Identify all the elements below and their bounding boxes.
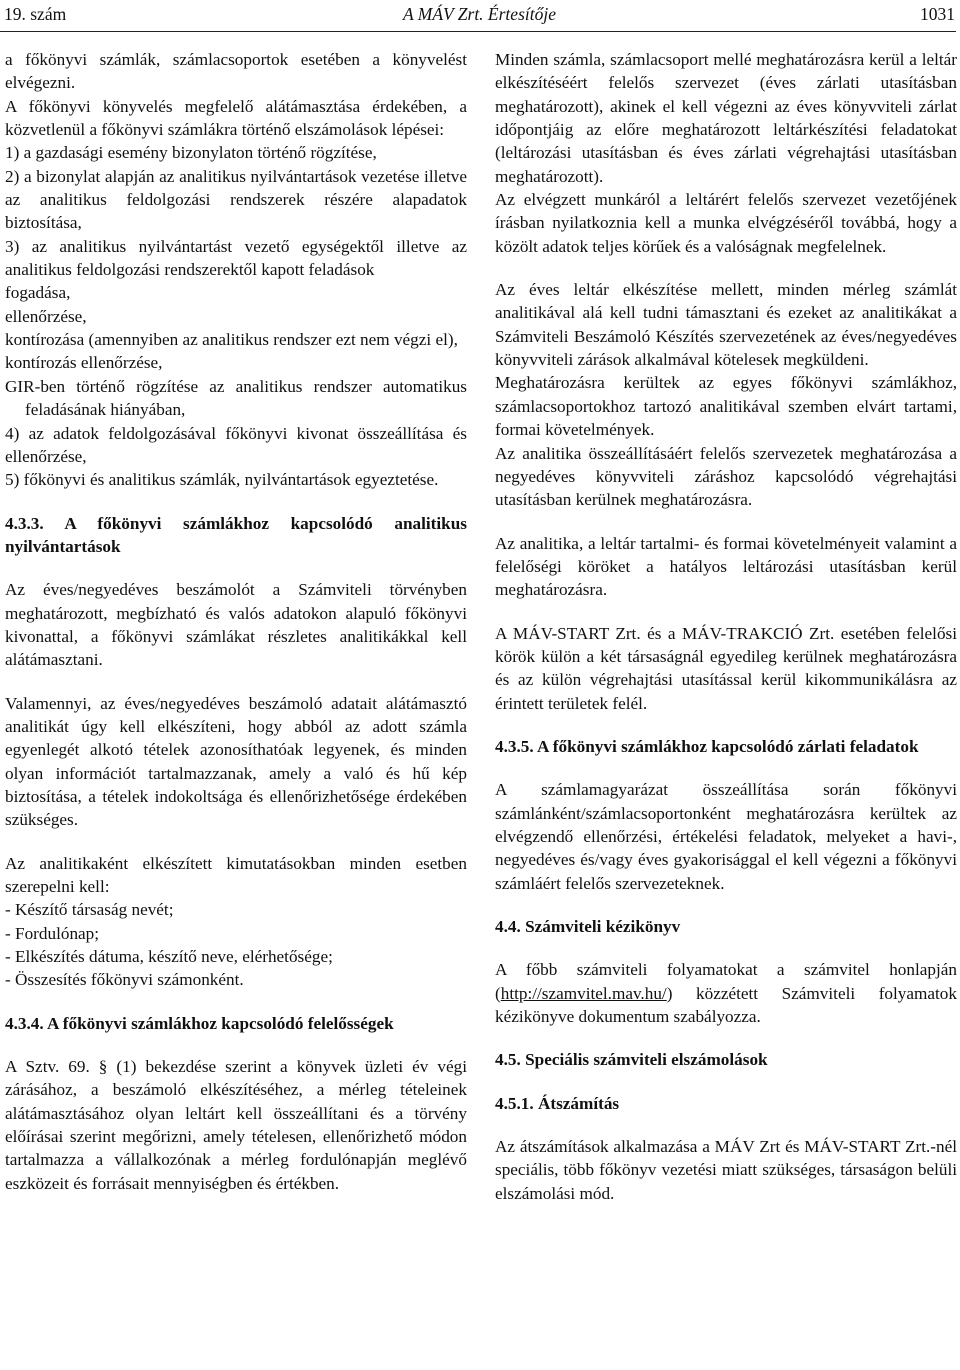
list-subitem: kontírozása (amennyiben az analitikus rendszer ezt nem végzi el), (5, 330, 458, 350)
paragraph: Valamennyi, az éves/negyedéves beszámoló adatait alátámasztó analitikát úgy kell elkészíteni, hogy abból az adott számla egyenlegét alkotó tételek azonosíthatóak legyenek, és minden olyan információt tartalmazzanak, amely a való és hű kép biztosítása, a tételek indokoltsága és ellenőrizhetősége érdekében szükséges. (5, 693, 467, 830)
list-item: - Fordulónap; (5, 923, 100, 943)
paragraph-text: A főbb számviteli folyamatokat a számvitel honlapján ( (495, 960, 957, 1003)
list-item: 2) a bizonylat alapján az analitikus nyilvántartások vezetése illetve az analitikus feldolgozási rendszerek részére alapadatok biztosítása, (5, 166, 467, 233)
list-item: 5) főkönyvi és analitikus számlák, nyilvántartások egyeztetése. (5, 470, 439, 490)
section-heading: 4.5. Speciális számviteli elszámolások (495, 1050, 768, 1070)
paragraph: a főkönyvi számlák, számlacsoportok esetében a könyvelést elvégezni. (5, 50, 467, 93)
right-column (495, 48, 957, 1205)
list-subitem: ellenőrzése, (5, 306, 87, 326)
handbook-link[interactable]: http://szamvitel.mav.hu/ (500, 983, 667, 1003)
list-item: 3) az analitikus nyilvántartást vezető egységektől illetve az analitikus feldolgozási rendszerektől kapott feladások (5, 236, 467, 280)
list-subitem: kontírozás ellenőrzése, (5, 353, 163, 373)
list-item: - Készítő társaság nevét; (5, 900, 174, 920)
issue-number: 19. szám (4, 4, 67, 24)
list-subitem: GIR-ben történő rögzítése az analitikus rendszer automatikus feladásának hiányában, (5, 376, 467, 420)
paragraph: A számlamagyarázat összeállítása során főkönyvi számlánként/számlacsoportonként meghatározásra kerültek az elvégzendő ellenőrzési, értékelési feladatok, melyeket a havi-, negyedéves és/vagy éves gyakorisággal el kell végezni a főkönyvi számláért felelős szervezeteknek. (495, 780, 957, 893)
paragraph: Minden számla, számlacsoport mellé meghatározásra kerül a leltár elkészítéséért felelős szervezet (éves zárlati utasításban meghatározott), akinek el kell végezni az éves könyvviteli zárlat időpontjáig az előre meghatározott leltárkészítési feladatokat (leltározási utasításban és éves zárlati végrehajtási utasításban meghatározott). (495, 50, 957, 186)
paragraph: Meghatározásra kerültek az egyes főkönyvi számlákhoz, számlacsoportokhoz tartozó analitikával szemben elvárt tartami, formai követelmények. (495, 373, 957, 440)
list-item: 4) az adatok feldolgozásával főkönyvi kivonat összeállítása és ellenőrzése, (5, 423, 467, 466)
paragraph (495, 958, 957, 1028)
section-heading: 4.5.1. Átszámítás (495, 1093, 620, 1113)
journal-title: A MÁV Zrt. Értesítője (403, 4, 556, 24)
list-item: - Elkészítés dátuma, készítő neve, elérhetősége; (5, 947, 333, 967)
paragraph-text: ) közzétett Számviteli folyamatok kézikönyve dokumentum szabályozza. (495, 983, 957, 1027)
paragraph: Az éves leltár elkészítése mellett, minden mérleg számlát analitikával alá kell tudni támasztani és ezeket az analitikákat a Számviteli Beszámoló Készítés szervezetének az éves/negyedéves könyvviteli zárások alkalmával kötelesek megküldeni. (495, 280, 957, 370)
section-heading: 4.4. Számviteli kézikönyv (495, 917, 681, 936)
paragraph: Az elvégzett munkáról a leltárért felelős szervezet vezetőjének írásban nyilatkoznia kell a munka elvégzéséről továbbá, hogy a közölt adatok teljes körűek és a valóságnak megfelelnek. (495, 190, 957, 256)
paragraph: Az éves/negyedéves beszámolót a Számviteli törvényben meghatározott, megbízható és valós adatokon alapuló főkönyvi kivonattal, a főkönyvi számlákat részletes analitikákkal kell alátámasztani. (5, 580, 467, 670)
page-number: 1031 (920, 4, 955, 24)
paragraph: A Sztv. 69. § (1) bekezdése szerint a könyvek üzleti év végi zárásához, a beszámoló elkészítéséhez, a mérleg tételeinek alátámasztásához olyan leltárt kell összeállítani és a törvény előírásai szerint megőrizni, amely tételesen, ellenőrizhető módon tartalmazza a vállalkozónak a mérleg fordulónapján meglévő eszközeit és forrásait mennyiségben és értékben. (5, 1057, 467, 1193)
paragraph: Az analitika összeállításáért felelős szervezetek meghatározása a negyedéves könyvviteli záráshoz kapcsolódó végrehajtási utasításban kerülnek meghatározásra. (495, 443, 957, 510)
paragraph: A MÁV-START Zrt. és a MÁV-TRAKCIÓ Zrt. esetében felelősi körök külön a két társaságnál egyedileg kerülnek meghatározásra és az külön végrehajtási utasítással kerül kikommunikálásra az érintett területek felél. (495, 623, 957, 713)
paragraph: A főkönyvi könyvelés megfelelő alátámasztása érdekében, a közvetlenül a főkönyvi számlákra történő elszámolások lépései: (5, 96, 467, 140)
list-item: 1) a gazdasági esemény bizonylaton történő rögzítése, (5, 143, 377, 163)
paragraph: Az analitikaként elkészített kimutatásokban minden esetben szerepelni kell: (5, 853, 467, 896)
section-heading: 4.3.3. A főkönyvi számlákhoz kapcsolódó analitikus nyilvántartások (5, 513, 467, 556)
section-heading: 4.3.5. A főkönyvi számlákhoz kapcsolódó zárlati feladatok (495, 736, 919, 756)
section-heading: 4.3.4. A főkönyvi számlákhoz kapcsolódó felelősségek (5, 1013, 394, 1033)
paragraph: Az analitika, a leltár tartalmi- és formai követelményeit valamint a felelőségi köröket a hatályos leltározási utasításban kerül meghatározásra. (495, 533, 957, 600)
list-subitem: fogadása, (5, 283, 71, 303)
left-column (5, 48, 467, 1195)
page-header (4, 2, 955, 28)
list-item: - Összesítés főkönyvi számonként. (5, 970, 244, 990)
header-divider (0, 31, 956, 32)
paragraph: Az átszámítások alkalmazása a MÁV Zrt és MÁV-START Zrt.-nél speciális, több főkönyv vezetési miatt szükséges, társaságon belüli elszámolási mód. (495, 1137, 957, 1203)
